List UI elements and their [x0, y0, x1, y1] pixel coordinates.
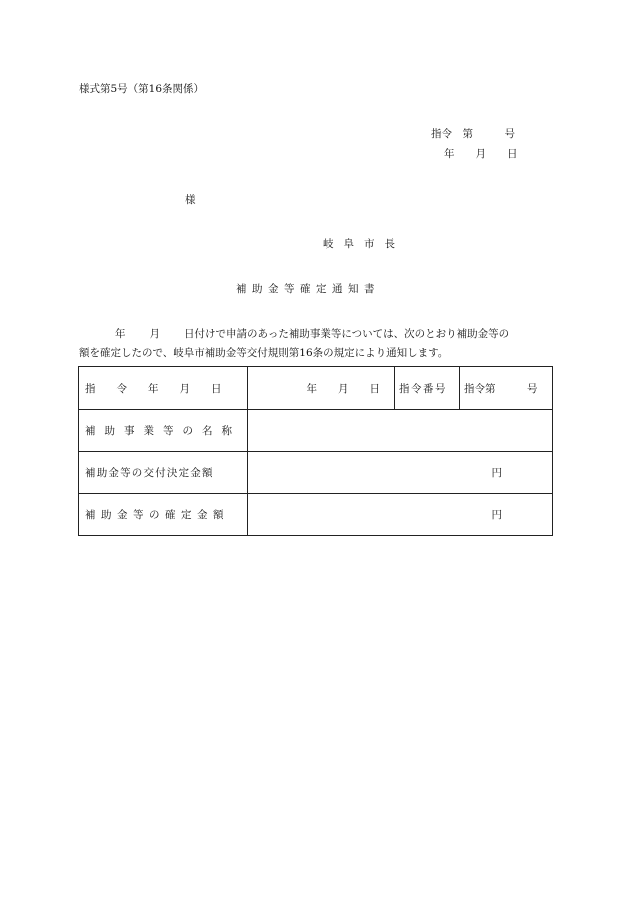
- notice-body: [79, 325, 553, 363]
- grant-confirmed-amount-label: 補助金等の確定金額: [79, 494, 248, 536]
- body-line1: 日付けで申請のあった補助事業等については、次のとおり補助金等の: [184, 328, 510, 340]
- body-year: 年: [115, 328, 126, 340]
- body-month: 月: [149, 328, 160, 340]
- table-row: [79, 410, 553, 452]
- table-row: [79, 494, 553, 536]
- table-row: [79, 452, 553, 494]
- confirmation-table: [78, 366, 553, 536]
- form-number: 様式第5号（第16条関係）: [79, 83, 205, 95]
- issuer-name: 岐阜市長: [323, 238, 405, 250]
- project-name-label: 補助事業等の名称: [79, 410, 248, 452]
- directive-date-label: 指令年月日: [79, 367, 248, 410]
- grant-confirmed-amount-unit: 円: [248, 494, 553, 536]
- reference-number-line: 指令 第 号: [431, 128, 515, 140]
- project-name-value: [248, 410, 553, 452]
- body-line2: 額を確定したので、岐阜市補助金等交付規則第16条の規定により通知します。: [79, 347, 449, 359]
- grant-decision-amount-unit: 円: [248, 452, 553, 494]
- directive-number-value: 指令第 号: [460, 367, 553, 410]
- grant-decision-amount-label: 補助金等の交付決定金額: [79, 452, 248, 494]
- directive-number-label: 指令番号: [395, 367, 460, 410]
- document-title: 補助金等確定通知書: [236, 283, 380, 295]
- directive-date-value: 年 月 日: [248, 367, 395, 410]
- table-row: [79, 367, 553, 410]
- issue-date-line: 年 月 日: [444, 148, 518, 160]
- addressee-honorific: 様: [185, 194, 196, 206]
